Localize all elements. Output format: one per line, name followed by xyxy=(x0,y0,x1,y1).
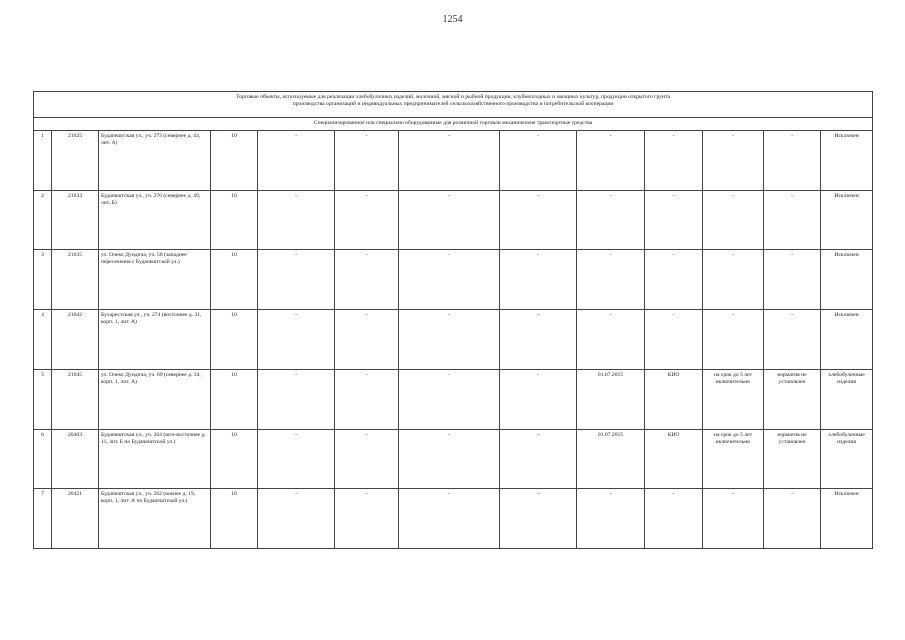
cell-address: Будапештская ул., уч. 273 (севернее д. 43, лит. А) xyxy=(99,131,211,191)
table-row xyxy=(34,369,873,429)
cell-col8: - xyxy=(500,429,577,489)
cell-date: - xyxy=(577,190,645,250)
cell-col6: - xyxy=(335,190,399,250)
table-row xyxy=(34,310,873,370)
cell-term: - xyxy=(703,489,764,549)
header-row xyxy=(34,92,873,118)
cell-col7: - xyxy=(399,190,500,250)
cell-norm: - xyxy=(764,310,821,370)
cell-organization: КИО xyxy=(645,429,703,489)
section-title: Специализированное или специально оборудованные для розничной торговли механические транспортные средства xyxy=(34,118,873,131)
cell-term: - xyxy=(703,310,764,370)
cell-date: 01.07.2015 xyxy=(577,429,645,489)
cell-code: 21633 xyxy=(52,190,99,250)
cell-term: на срок до 5 лет включительно xyxy=(703,429,764,489)
cell-number: 6 xyxy=(34,429,52,489)
table-row xyxy=(34,250,873,310)
cell-note: Исключен xyxy=(821,131,873,191)
cell-area: 10 xyxy=(211,369,258,429)
cell-col8: - xyxy=(500,310,577,370)
cell-address: Бухарестская ул., уч. 274 (восточнее д. 31, корп. 1, лит. А) xyxy=(99,310,211,370)
cell-col8: - xyxy=(500,190,577,250)
cell-col7: - xyxy=(399,429,500,489)
cell-col6: - xyxy=(335,369,399,429)
cell-address: Будапештская ул., уч. 264 (юго-восточнее д. 11, лит. Б по Будапештской ул.) xyxy=(99,429,211,489)
cell-col7: - xyxy=(399,489,500,549)
cell-organization: - xyxy=(645,131,703,191)
cell-col5: - xyxy=(258,250,335,310)
table-header xyxy=(34,92,873,118)
cell-norm: - xyxy=(764,489,821,549)
cell-col8: - xyxy=(500,131,577,191)
cell-area: 10 xyxy=(211,131,258,191)
trade-objects-table xyxy=(33,91,873,549)
cell-col8: - xyxy=(500,369,577,429)
cell-address: Будапештская ул., уч. 262 (южнее д. 19, корп. 1, лит. А по Будапештской ул.) xyxy=(99,489,211,549)
cell-organization: - xyxy=(645,190,703,250)
cell-note: Исключен xyxy=(821,489,873,549)
cell-norm: норматив не установлен xyxy=(764,369,821,429)
cell-code: 21625 xyxy=(52,131,99,191)
cell-term: - xyxy=(703,190,764,250)
cell-note: Исключен xyxy=(821,310,873,370)
cell-date: 01.07.2015 xyxy=(577,369,645,429)
cell-col7: - xyxy=(399,250,500,310)
header-line-1: Торговые объекты, используемые для реализации хлебобулочных изделий, молочной, мясной и рыбной продукции, клубнеплодных и овощных культур, продукции открытого грунта xyxy=(236,94,670,100)
cell-norm: - xyxy=(764,131,821,191)
cell-col5: - xyxy=(258,489,335,549)
section-row xyxy=(34,118,873,131)
page-number: 1254 xyxy=(442,14,463,25)
cell-norm: - xyxy=(764,190,821,250)
cell-col6: - xyxy=(335,131,399,191)
cell-term: - xyxy=(703,131,764,191)
cell-organization: - xyxy=(645,310,703,370)
cell-col5: - xyxy=(258,310,335,370)
cell-term: на срок до 5 лет включительно xyxy=(703,369,764,429)
cell-area: 10 xyxy=(211,489,258,549)
cell-number: 5 xyxy=(34,369,52,429)
cell-code: 20403 xyxy=(52,429,99,489)
cell-note: Исключен xyxy=(821,250,873,310)
header-line-2: производства организаций и индивидуальных предпринимателей сельскохозяйственного производства и потребительской кооперации xyxy=(292,101,614,107)
cell-number: 2 xyxy=(34,190,52,250)
cell-col6: - xyxy=(335,489,399,549)
table-row xyxy=(34,131,873,191)
cell-date: - xyxy=(577,310,645,370)
cell-col5: - xyxy=(258,369,335,429)
cell-col6: - xyxy=(335,250,399,310)
cell-date: - xyxy=(577,250,645,310)
cell-address: ул. Олеко Дундича, уч. 69 (севернее д. 34, корп. 1, лит. А) xyxy=(99,369,211,429)
cell-col5: - xyxy=(258,190,335,250)
cell-code: 21645 xyxy=(52,369,99,429)
cell-area: 10 xyxy=(211,310,258,370)
cell-date: - xyxy=(577,489,645,549)
cell-code: 20421 xyxy=(52,489,99,549)
cell-number: 4 xyxy=(34,310,52,370)
cell-note: хлебобулочные изделия xyxy=(821,369,873,429)
cell-note: Исключен xyxy=(821,190,873,250)
cell-term: - xyxy=(703,250,764,310)
cell-number: 3 xyxy=(34,250,52,310)
cell-col7: - xyxy=(399,310,500,370)
cell-norm: - xyxy=(764,250,821,310)
cell-note: хлебобулочные изделия xyxy=(821,429,873,489)
cell-col7: - xyxy=(399,131,500,191)
cell-organization: - xyxy=(645,250,703,310)
cell-col5: - xyxy=(258,131,335,191)
cell-number: 7 xyxy=(34,489,52,549)
table-row xyxy=(34,489,873,549)
table-row xyxy=(34,190,873,250)
cell-address: Будапештская ул., уч. 276 (севернее д. 49, лит. Б) xyxy=(99,190,211,250)
cell-col6: - xyxy=(335,310,399,370)
cell-organization: - xyxy=(645,489,703,549)
cell-code: 21635 xyxy=(52,250,99,310)
cell-col8: - xyxy=(500,250,577,310)
cell-area: 10 xyxy=(211,429,258,489)
cell-col7: - xyxy=(399,369,500,429)
cell-area: 10 xyxy=(211,250,258,310)
table-row xyxy=(34,429,873,489)
cell-code: 21642 xyxy=(52,310,99,370)
cell-number: 1 xyxy=(34,131,52,191)
cell-organization: КИО xyxy=(645,369,703,429)
cell-date: - xyxy=(577,131,645,191)
cell-area: 10 xyxy=(211,190,258,250)
cell-address: ул. Олеко Дундича, уч. 58 (западнее пересечения с Будапештской ул.) xyxy=(99,250,211,310)
cell-col5: - xyxy=(258,429,335,489)
cell-col8: - xyxy=(500,489,577,549)
cell-norm: норматив не установлен xyxy=(764,429,821,489)
cell-col6: - xyxy=(335,429,399,489)
